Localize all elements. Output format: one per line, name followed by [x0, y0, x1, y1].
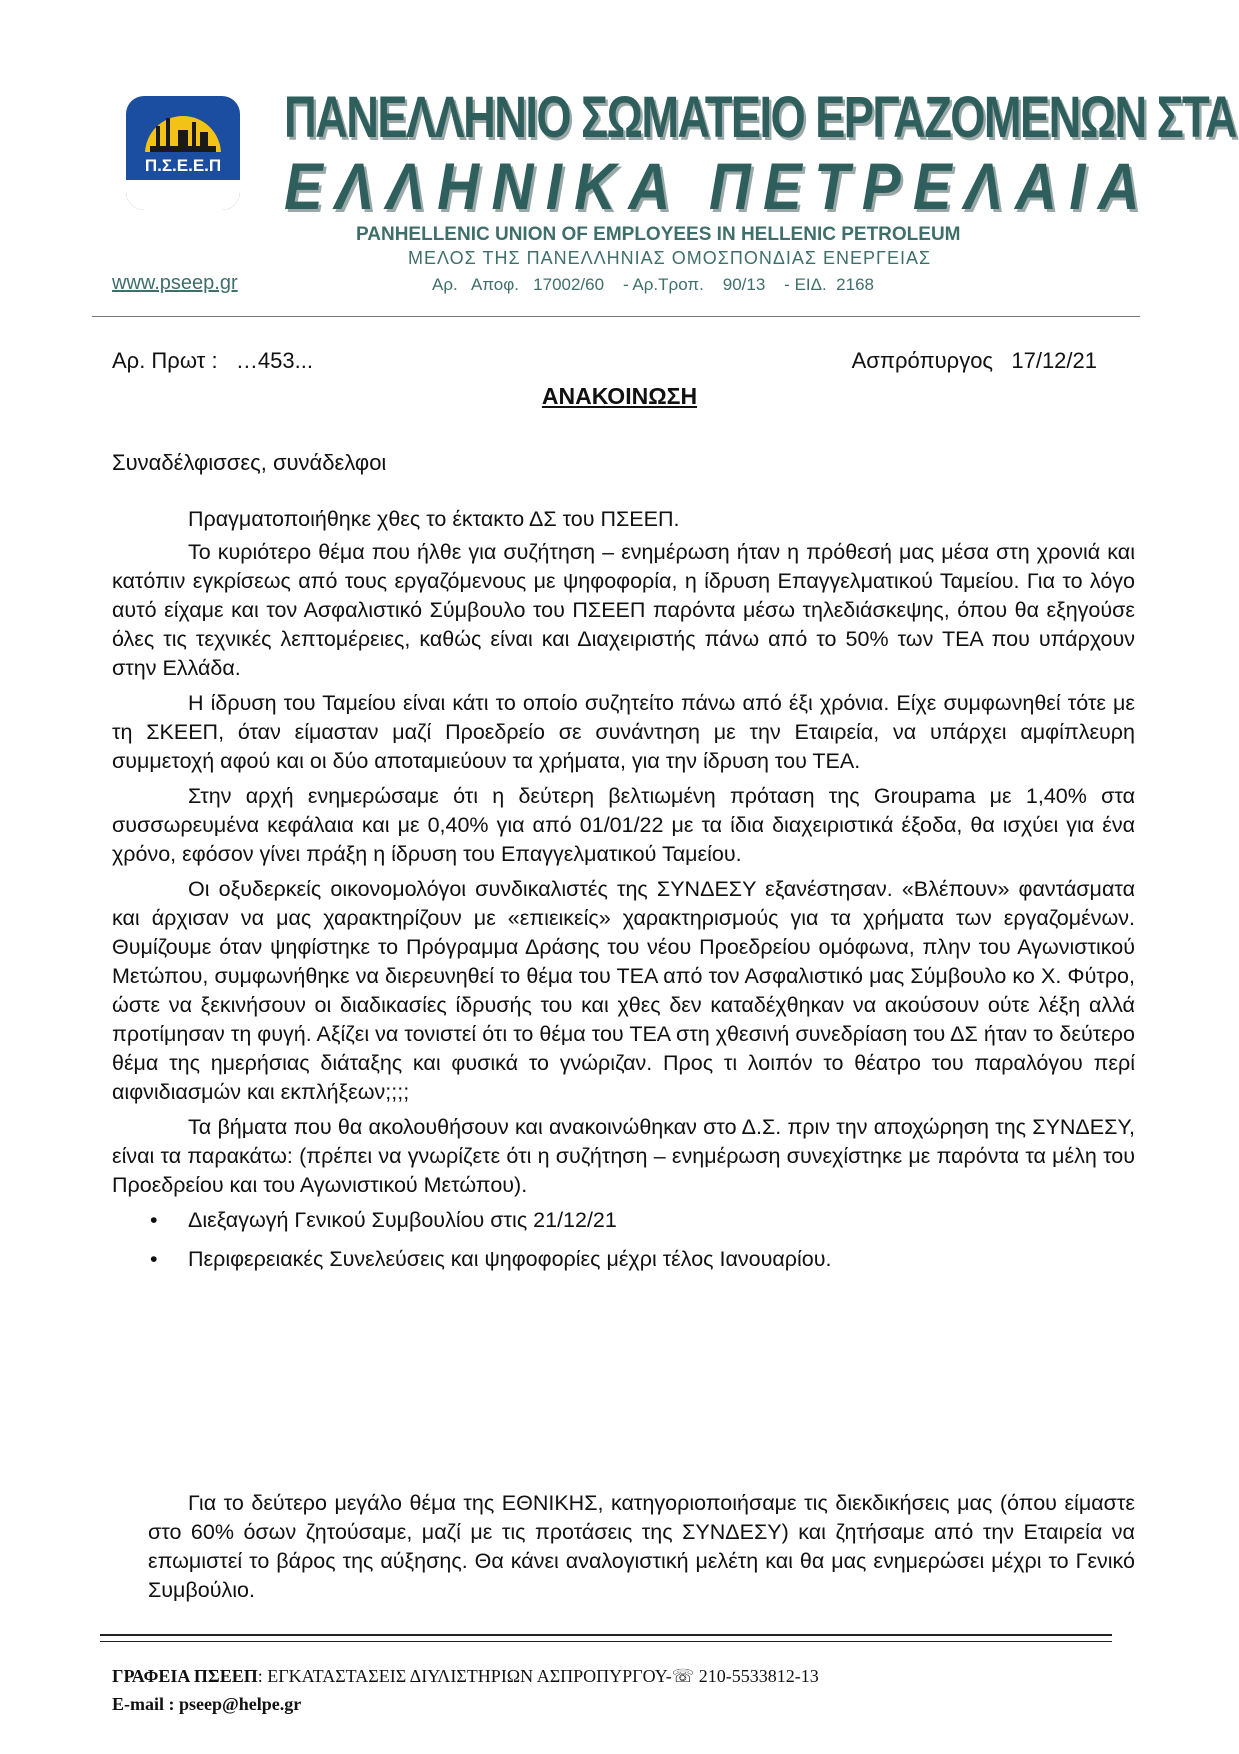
website-link[interactable]: www.pseep.gr	[112, 272, 238, 294]
paragraph: Το κυριότερο θέμα που ήλθε για συζήτηση – ενημέρωση ήταν η πρόθεσή μας μέσα στη χρονιά και κατόπιν εγκρίσεως από τους εργαζόμενους με ψηφοφορία, η ίδρυση Επαγγελματικού Ταμείου. Για το λόγο αυτό είχαμε και τον Ασφαλιστικό Σύμβουλο του ΠΣΕΕΠ παρόντα μέσω τηλεδιάσκεψης, όπου θα εξηγούσε όλες τις τεχνικές λεπτομέρειες, καθώς είναι και Διαχειριστής πάνω από το 50% των ΤΕΑ που υπάρχουν στην Ελλάδα.	[112, 540, 1135, 680]
logo-text: Π.Σ.Ε.Ε.Π	[144, 156, 222, 175]
footer-email[interactable]: E-mail : pseep@helpe.gr	[112, 1694, 302, 1714]
list-item	[112, 1206, 1135, 1235]
union-logo	[126, 96, 240, 210]
office-label: ΓΡΑΦΕΙΑ ΠΣΕΕΠ	[112, 1666, 258, 1686]
closing-paragraph: Για το δεύτερο μεγάλο θέμα της ΕΘΝΙΚΗΣ, κατηγοριοποιήσαμε τις διεκδικήσεις μας (όπου είμαστε στο 60% όσων ζητούσαμε, μαζί με τις προτάσεις της ΣΥΝΔΕΣΥ) και ζητήσαμε από την Εταιρεία να επωμιστεί το βάρος της αύξησης. Θα κάνει αναλογιστική μελέτη και θα μας ενημερώσει μέχρι το Γενικό Συμβούλιο.	[148, 1491, 1135, 1602]
protocol-number: Αρ. Πρωτ : …453...	[112, 348, 313, 373]
header-divider	[92, 316, 1140, 317]
list-item	[112, 1245, 1135, 1274]
phone-icon: ☏	[671, 1666, 695, 1686]
paragraph: Η ίδρυση του Ταμείου είναι κάτι το οποίο συζητείτο πάνω από έξι χρόνια. Είχε συμφωνηθεί τότε με τη ΣΚΕΕΠ, όταν είμασταν μαζί Προεδρείο σε συνάντηση με την Εταιρεία, να υπάρχει αμφίπλευρη συμμετοχή αφού και οι δύο αποταμιεύουν τα χρήματα, για την ίδρυση του ΤΕΑ.	[112, 691, 1135, 773]
union-title-line1: ΠΑΝΕΛΛΗΝΙΟ ΣΩΜΑΤΕΙΟ ΕΡΓΑΖΟΜΕΝΩΝ ΣΤΑ	[284, 85, 1237, 150]
federation-membership: ΜΕΛΟΣ ΤΗΣ ΠΑΝΕΛΛΗΝΙΑΣ ΟΜΟΣΠΟΝΔΙΑΣ ΕΝΕΡΓΕΙΑΣ	[408, 248, 932, 268]
refinery-icon	[126, 96, 240, 210]
paragraph: Στην αρχή ενημερώσαμε ότι η δεύτερη βελτιωμένη πρόταση της Groupama με 1,40% στα συσσωρευμένα κεφάλαια και με 0,40% για από 01/01/22 με τα ίδια διαχειριστικά έξοδα, θα ισχύει για ένα χρόνο, εφόσον γίνει πράξη η ίδρυση του Επαγγελματικού Ταμείου.	[112, 784, 1135, 866]
union-english-name: PANHELLENIC UNION OF EMPLOYEES IN HELLENIC PETROLEUM	[356, 224, 961, 245]
phone-number: 210-5533812-13	[694, 1666, 819, 1686]
paragraph: Οι οξυδερκείς οικονομολόγοι συνδικαλιστές της ΣΥΝΔΕΣΥ εξανέστησαν. «Βλέπουν» φαντάσματα και άρχισαν να μας χαρακτηρίζουν με «επιεικείς» χαρακτηρισμούς για τα χρήματα των εργαζομένων. Θυμίζουμε όταν ψηφίστηκε το Πρόγραμμα Δράσης του νέου Προεδρείου ομόφωνα, πλην του Αγωνιστικού Μετώπου, συμφωνήθηκε να διερευνηθεί το θέμα του ΤΕΑ από τον Ασφαλιστικό μας Σύμβουλο κο Χ. Φύτρο, ώστε να ξεκινήσουν οι διαδικασίες ίδρυσής του και χθες δεν καταδέχθηκαν να ακούσουν ούτε λέξη αλλά προτίμησαν τη φυγή. Αξίζει να τονιστεί ότι το θέμα του ΤΕΑ στη χθεσινή συνεδρίαση του ΔΣ ήταν το δεύτερο θέμα της ημερήσιας διάταξης και φυσικά το γνώριζαν. Προς τι λοιπόν το θέατρο του παραλόγου περί αιφνιδιασμών και εκπλήξεων;;;;	[112, 877, 1135, 1104]
footer-divider	[100, 1634, 1112, 1636]
steps-list	[112, 1206, 1135, 1274]
document-title: ΑΝΑΚΟΙΝΩΣΗ	[541, 383, 698, 409]
greeting: Συναδέλφισσες, συνάδελφοι	[112, 450, 387, 475]
footer-address	[112, 1666, 819, 1687]
bullet-icon: •	[150, 1247, 158, 1271]
office-address: : ΕΓΚΑΤΑΣΤΑΣΕΙΣ ΔΙΥΛΙΣΤΗΡΙΩΝ ΑΣΠΡΟΠΥΡΓΟΥ-	[257, 1666, 672, 1686]
bullet-icon: •	[150, 1208, 158, 1232]
registration-number: Αρ. Αποφ. 17002/60 - Αρ.Τροπ. 90/13 - ΕΙΔ. 2168	[432, 275, 874, 294]
footer-divider-thin	[100, 1641, 1112, 1642]
paragraph: Πραγματοποιήθηκε χθες το έκτακτο ΔΣ του ΠΣΕΕΠ.	[188, 507, 680, 531]
announcement-body	[112, 505, 1135, 1284]
list-item-text: Διεξαγωγή Γενικού Συμβουλίου στις 21/12/21	[188, 1208, 617, 1232]
paragraph: Τα βήματα που θα ακολουθήσουν και ανακοινώθηκαν στο Δ.Σ. πριν την αποχώρηση της ΣΥΝΔΕΣΥ, είναι τα παρακάτω: (πρέπει να γνωρίζετε ότι η συζήτηση – ενημέρωση συνεχίστηκε με παρόντα τα μέλη του Προεδρείου και του Αγωνιστικού Μετώπου).	[112, 1115, 1135, 1197]
union-title-line2: ΕΛΛΗΝΙΚΑ ΠΕΤΡΕΛΑΙΑ	[284, 149, 1153, 223]
list-item-text: Περιφερειακές Συνελεύσεις και ψηφοφορίες μέχρι τέλος Ιανουαρίου.	[188, 1247, 832, 1271]
place-date: Ασπρόπυργος 17/12/21	[851, 348, 1097, 373]
